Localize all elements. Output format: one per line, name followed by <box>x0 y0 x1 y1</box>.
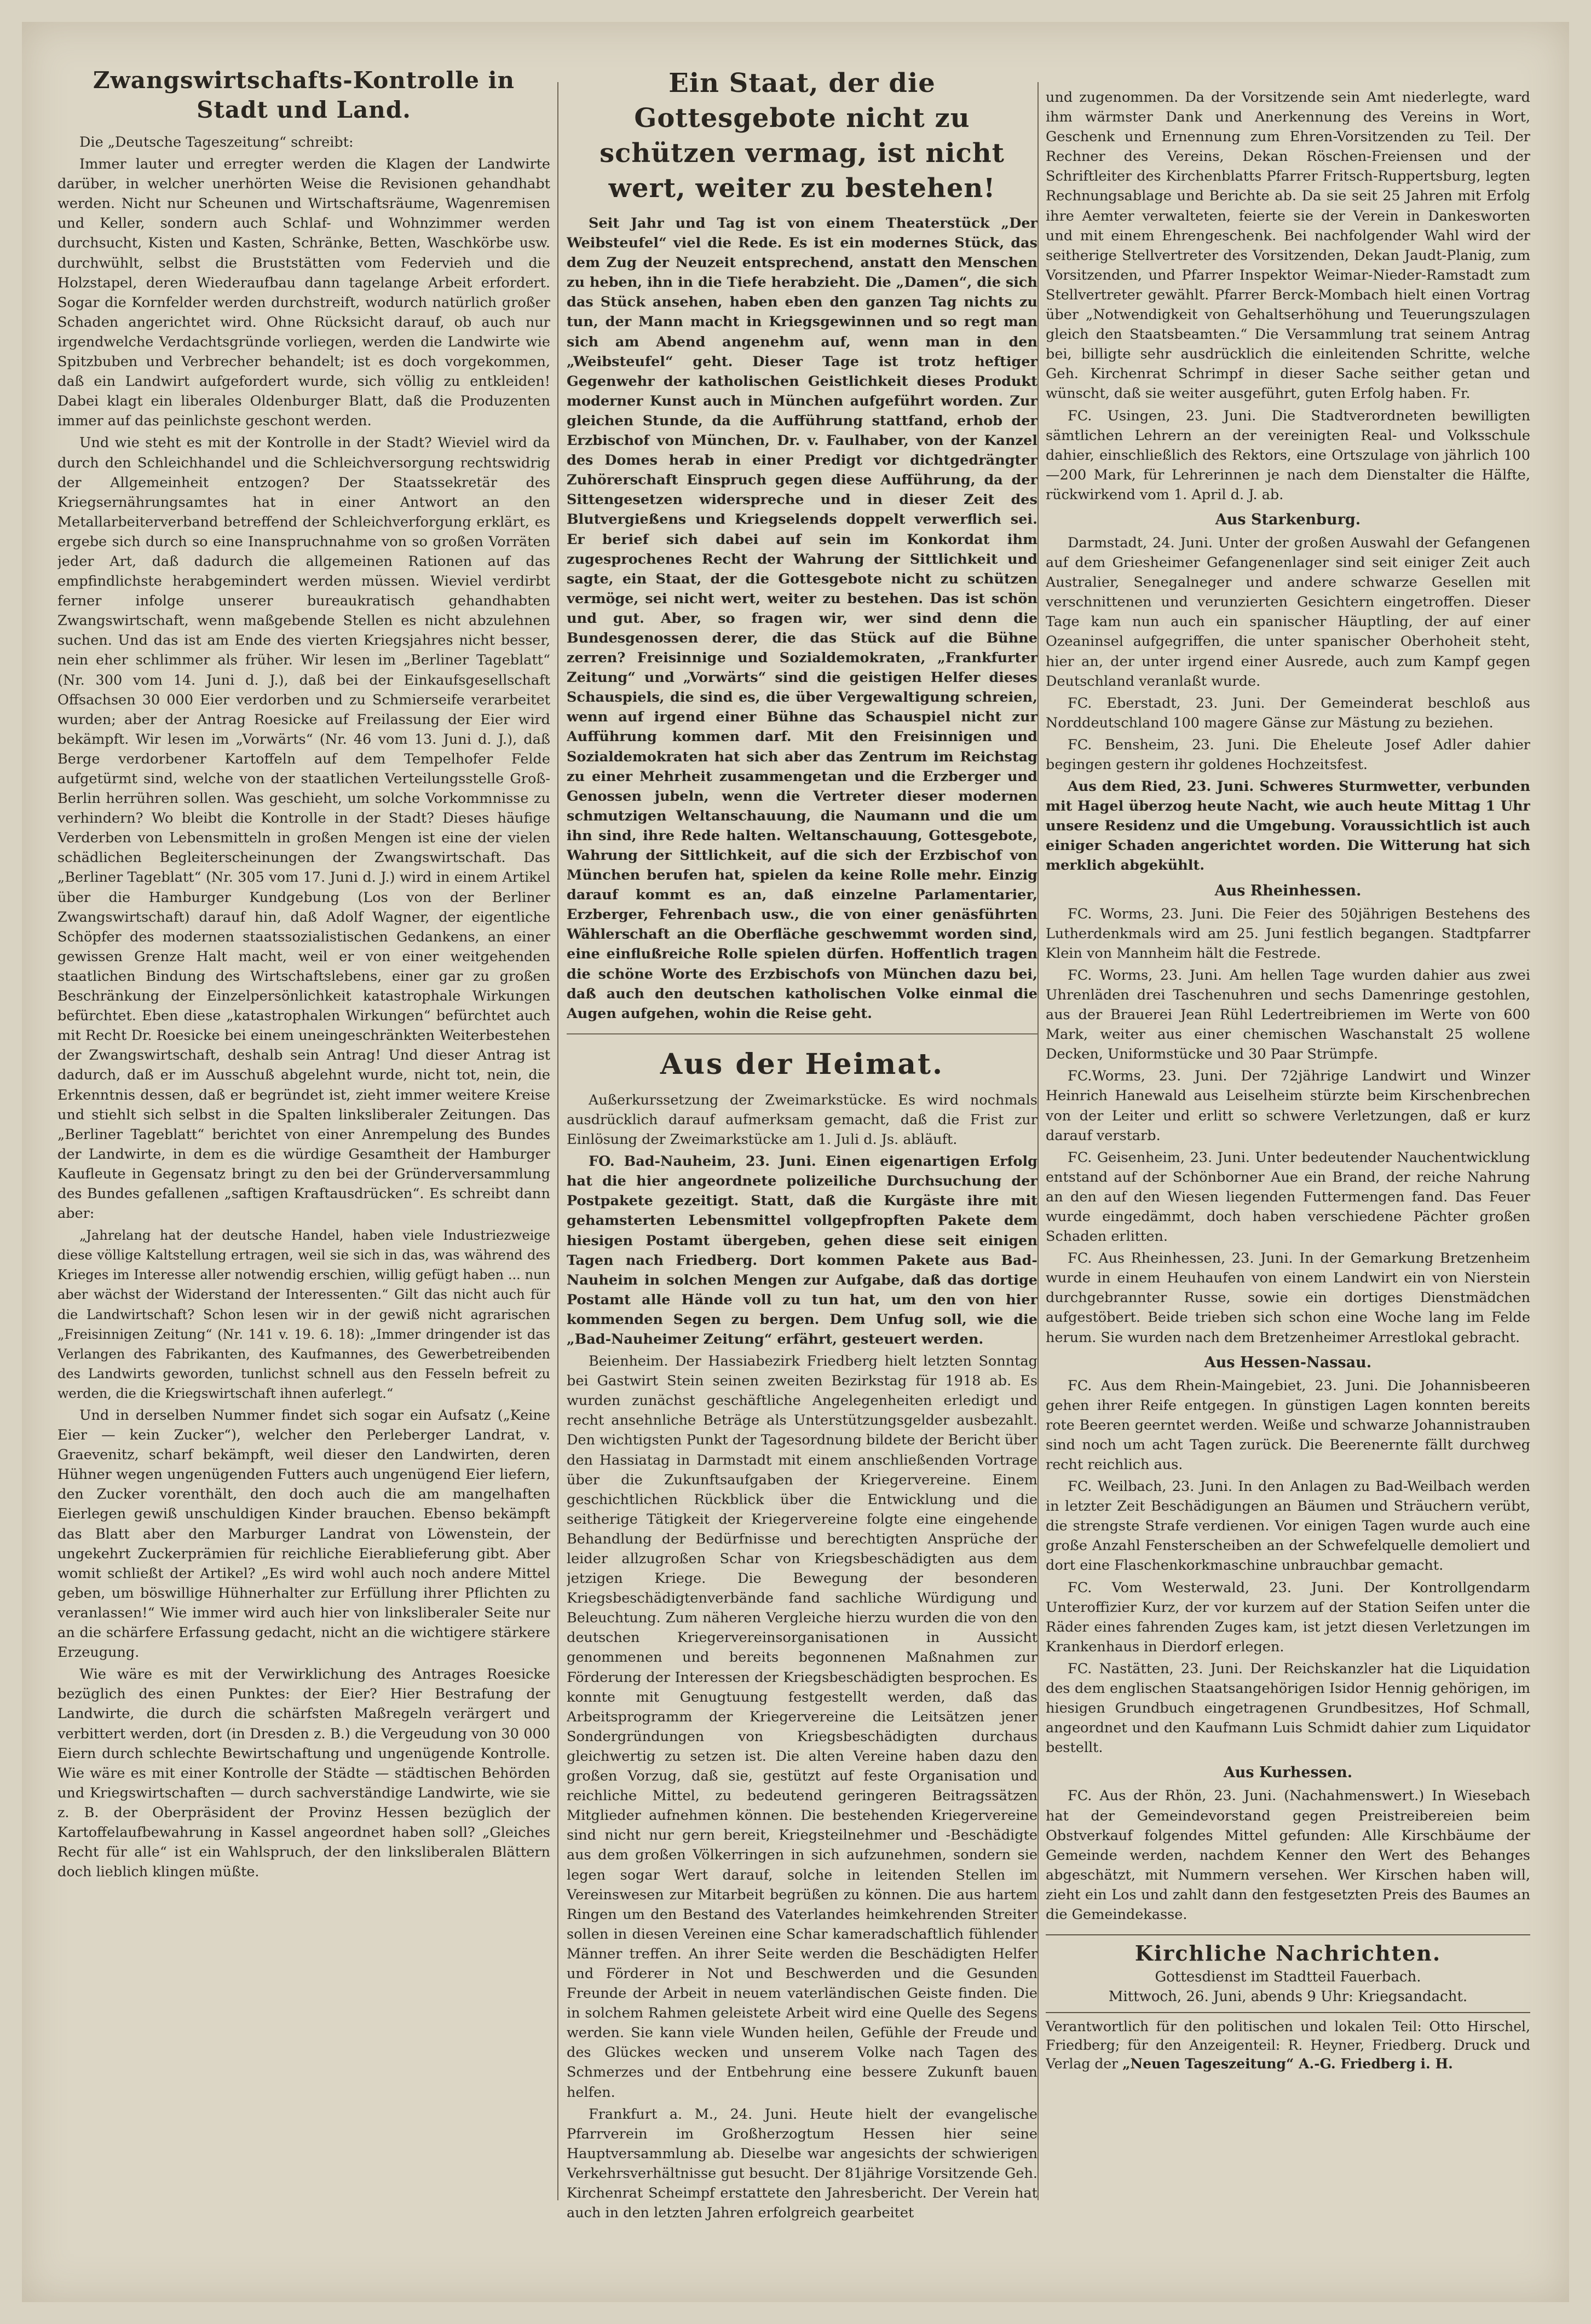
column-1 <box>57 66 550 2178</box>
news-item: FC. Usingen, 23. Juni. Die Stadtverordneten bewilligten sämtlichen Lehrern an der vereinigten Real- und Volksschule dahier, einschließlich des Rektors, eine Ortszulage von jährlich 100—200 Mark, für Lehrerinnen je nach dem Dienstalter die Hälfte, rückwirkend vom 1. April d. J. ab. <box>1046 407 1530 503</box>
imprint-text: Verantwortlich für den politischen und lokalen Teil: Otto Hirschel, Friedberg; für den Anzeigenteil: R. Heyner, Friedberg. Druck und Verlag der <box>1046 2019 1530 2072</box>
section-title-heimat: Aus der Heimat. <box>660 1047 944 1081</box>
column-2 <box>567 66 1037 2233</box>
church-notice <box>1046 1934 1530 2013</box>
news-item: Beienheim. Der Hassiabezirk Friedberg hielt letzten Sonntag bei Gastwirt Stein seinen zweiten Bezirkstag für 1918 ab. Es wurden zunächst geschäftliche Angelegenheiten erledigt und recht ansehnliche Beträge als Unterstützungsgelder ausbezahlt. Den wichtigsten Punkt der Tagesordnung bildete der Bericht über den Hassiatag in Darmstadt mit einem anschließenden Vortrage über die Zukunftsaufgaben der Kriegervereine. Einem geschichtlichen Rückblick über die Entwicklung und die seitherige Tätigkeit der Kriegervereine folgte eine eingehende Behandlung der Bedürfnisse und berechtigten Ansprüche der leider allzugroßen Schar von Kriegsbeschädigten aus dem jetzigen Kriege. Die Bewegung der besonderen Kriegsbeschädigtenverbände fand sachliche Würdigung und Beleuchtung. Zum näheren Vergleiche hierzu wurden die von den deutschen Kriegervereinsorganisationen in Aussicht genommenen und bereits begonnenen Maßnahmen zur Förderung der Interessen der Kriegsbeschädigten besprochen. Es konnte mit Genugtuung festgestellt werden, daß das Arbeitsprogramm der Kriegervereine die Leitsätzen jener Sondergründungen von Kriegsbeschädigten durchaus gleichwertig zu setzen ist. Die alten Vereine haben dazu den großen Vorzug, daß sie, gestützt auf feste Organisation und reichliche Mittel, zu bedeutend geringeren Beitragssätzen Mitglieder aufnehmen können. Die bestehenden Kriegervereine sind nicht nur gern bereit, Kriegsteilnehmer und -Beschädigte aus dem großen Völkerringen in sich aufzunehmen, sondern sie legen sogar Wert darauf, solche in leitenden Stellen im Vereinswesen zur Mitarbeit begrüßen zu können. Die aus hartem Ringen um den Bestand des Vaterlandes heimkehrenden Streiter sollen in diesen Vereinen eine Schar kameradschaftlich fühlender Männer treffen. An ihrer Seite werden die Beschädigten Helfer und Förderer in Not und Beschwerden und die Gesunden Freunde der Arbeit in neuem vaterländischen Geiste finden. Die in solchem Rahmen geleistete Arbeit wird eine Quelle des Segens werden. Sie kann viele Wunden heilen, Gefühle der Freude und des Glückes wecken und unserem Volke nach Tagen des Schmerzes und der Entbehrung eine bessere Zukunft bauen helfen. <box>567 1353 1037 2101</box>
church-notice-line: Gottesdienst im Stadtteil Fauerbach. <box>1155 1969 1421 1986</box>
article-headline-zwangswirtschaft: Zwangswirtschafts-Kontrolle in Stadt und Land. <box>93 67 515 123</box>
church-notice-title: Kirchliche Nachrichten. <box>1134 1941 1442 1966</box>
news-item: Frankfurt a. M., 24. Juni. Heute hielt der evangelische Pfarrverein im Großherzogtum Hessen hier seine Hauptversammlung ab. Dieselbe war angesichts der schwierigen Verkehrsverhältnisse gut besucht. Der 81jährige Vorsitzende Geh. Kirchenrat Scheimpf erstattete den Jahresbericht. Der Verein hat auch in den letzten Jahren erfolgreich gearbeitet <box>567 2106 1037 2222</box>
news-item: FC. Bensheim, 23. Juni. Die Eheleute Josef Adler dahier begingen gestern ihr goldenes Hochzeitsfest. <box>1046 736 1530 773</box>
paragraph: Immer lauter und erregter werden die Klagen der Landwirte darüber, in welcher unerhörten Weise die Revisionen gehandhabt werden. Nicht nur Scheunen und Wirtschaftsräume, Wagenremisen und Keller, sondern auch Schlaf- und Wohnzimmer werden durchsucht, Kisten und Kasten, Schränke, Betten, Waschkörbe usw. durchwühlt, selbst die Bruststätten vom Federvieh und die Holzstapel, deren Wiederaufbau dann tagelange Arbeit erfordert. Sogar die Kornfelder werden durchstreift, wodurch natürlich großer Schaden angerichtet wird. Ohne Rücksicht darauf, ob auch nur irgendwelche Verdachtsgründe vorliegen, werden die Landwirte wie Spitzbuben und Verbrecher behandelt; ist es doch vorgekommen, daß ein Landwirt aufgefordert wurde, sich völlig zu entkleiden! Dabei klagt ein liberales Oldenburger Blatt, daß die Produzenten immer auf das peinlichste geschont werden. <box>57 156 550 430</box>
article-intro: Die „Deutsche Tageszeitung“ schreibt: <box>79 134 354 151</box>
subhead-kurhessen: Aus Kurhessen. <box>1223 1764 1353 1782</box>
news-item: FC. Nastätten, 23. Juni. Der Reichskanzler hat die Liquidation des dem englischen Staatsangehörigen Isidor Hennig gehörigen, im hiesigen Grundbuch eingetragenen Grundbesitzes, Hof Schmall, angeordnet und den Kaufmann Luis Schmidt dahier zum Liquidator bestellt. <box>1046 1660 1530 1756</box>
news-item: Darmstadt, 24. Juni. Unter der großen Auswahl der Gefangenen auf dem Griesheimer Gefangenenlager sind seit einiger Zeit auch Australier, Senegalneger und andere schwarze Gesellen mit verschnittenen und verunzierten Gesichtern eingetroffen. Dieser Tage kam nun auch ein spanischer Häuptling, der auf einer Ozeaninsel aufgegriffen, die unter spanischer Oberhoheit steht, hier an, der unter irgend einer Ausrede, auch zum Kampf gegen Deutschland veranlaßt wurde. <box>1046 534 1530 690</box>
article-headline-staat: Ein Staat, der die Gottesgebote nicht zu schützen vermag, ist nicht wert, weiter zu bestehen! <box>599 68 1005 204</box>
imprint-publisher: „Neuen Tageszeitung“ A.-G. Friedberg i. H. <box>1122 2056 1453 2072</box>
news-item: FC. Weilbach, 23. Juni. In den Anlagen zu Bad-Weilbach werden in letzter Zeit Beschädigungen an Bäumen und Sträuchern verübt, die strengste Strafe verdienen. Vor einigen Tagen wurde auch eine große Anzahl Fensterscheiben an der Schwefelquelle demoliert und dort eine Flaschenkorkmaschine unbrauchbar gemacht. <box>1046 1478 1530 1574</box>
news-item: FC. Vom Westerwald, 23. Juni. Der Kontrollgendarm Unteroffizier Kurz, der vor kurzem auf der Station Seifen unter die Räder eines fahrenden Zuges kam, ist jetzt diesen Verletzungen im Krankenhaus in Dierdorf erlegen. <box>1046 1579 1530 1655</box>
news-item: FC. Worms, 23. Juni. Am hellen Tage wurden dahier aus zwei Uhrenläden drei Taschenuhren und sechs Damenringe gestohlen, aus der Brauerei Jean Rühl Ledertreibriemen im Werte von 600 Mark, weiter aus einer chemischen Waschanstalt 25 wollene Decken, Uniformstücke und 30 Paar Strümpfe. <box>1046 967 1530 1063</box>
news-item: FO. Bad-Nauheim, 23. Juni. Einen eigenartigen Erfolg hat die hier angeordnete polizeiliche Durchsuchung der Postpakete gezeitigt. Statt, daß die Kurgäste ihre mit gehamsterten Lebensmittel vollgepfropften Pakete dem hiesigen Postamt übergeben, gehen diese seit einigen Tagen nach Friedberg. Dort kommen Pakete aus Bad-Nauheim in solchen Mengen zur Aufgabe, daß das dortige Postamt alle Hände voll zu tun hat, um den von hier kommenden Segen zu bergen. Dem Unfug soll, wie die „Bad-Nauheimer Zeitung“ erfährt, gesteuert werden. <box>567 1153 1037 1348</box>
column-rule-left <box>557 82 558 2200</box>
paragraph-quote: „Jahrelang hat der deutsche Handel, haben viele Industriezweige diese völlige Kaltstellung ertragen, weil sie sich in das, was während des Krieges im Interesse aller notwendig erschien, willig gefügt haben ... nun aber wächst der Widerstand der Interessenten.“ Gilt das nicht auch für die Landwirtschaft? Schon lesen wir in der gewiß nicht agrarischen „Freisinnigen Zeitung“ (Nr. 141 v. 19. 6. 18): „Immer dringender ist das Verlangen des Fabrikanten, des Kaufmannes, des Gewerbetreibenden des Landwirts geworden, tunlichst schnell aus den Fesseln befreit zu werden, die die Kriegswirtschaft ihnen auferlegt.“ <box>57 1228 550 1401</box>
paragraph: Seit Jahr und Tag ist von einem Theaterstück „Der Weibsteufel“ viel die Rede. Es ist ein modernes Stück, das dem Zug der Neuzeit entsprechend, anstatt den Menschen zu heben, ihn in die Tiefe herabzieht. Die „Damen“, die sich das Stück ansehen, haben eben den ganzen Tag nichts zu tun, der Mann macht in Kriegsgewinnen und so regt man sich am Abend angenehm auf, wenn man in den „Weibsteufel“ geht. Dieser Tage ist trotz heftiger Gegenwehr der katholischen Geistlichkeit dieses Produkt moderner Kunst auch in München aufgeführt worden. Zur gleichen Stunde, da die Aufführung stattfand, erhob der Erzbischof von München, Dr. v. Faulhaber, von der Kanzel des Domes herab in einer Predigt vor dichtgedrängter Zuhörerschaft Einspruch gegen diese Aufführung, da der Sittengesetzen widerspreche und in dieser Zeit des Blutvergießens und Kriegselends doppelt verwerflich sei. Er berief sich dabei auf sein im Konkordat ihm zugesprochenes Recht der Wahrung der Sittlichkeit und sagte, ein Staat, der die Gottesgebote nicht zu schützen vermöge, sei nicht wert, weiter zu bestehen. Das ist schön und gut. Aber, so fragen wir, wer sind denn die Bundesgenossen derer, die das Stück auf die Bühne zerren? Freisinnige und Sozialdemokraten, „Frankfurter Zeitung“ und „Vorwärts“ sind die geistigen Helfer dieses Schauspiels, die sind es, die über Vergewaltigung schreien, wenn auf irgend einer Bühne das Schauspiel nicht zur Aufführung kommen darf. Mit den Freisinnigen und Sozialdemokraten hat sich aber das Zentrum im Reichstag zu einer Mehrheit zusammengetan und die Erzberger und Genossen jubeln, wenn die Vertreter dieser modernen schmutzigen Weltanschauung, die Naumann und die um ihn sind, ihre Rede halten. Weltanschauung, Gottesgebote, Wahrung der Sittlichkeit, auf die sich der Erzbischof von München berufen hat, spielen da keine Rolle mehr. Einzig darauf kommt es an, daß einzelne Parlamentarier, Erzberger, Fehrenbach usw., die von einer genäsführten Wählerschaft an die Oberfläche geschwemmt worden sind, eine einflußreiche Rolle spielen dürfen. Hoffentlich tragen die schöne Worte des Erzbischofs von München dazu bei, daß auch den deutschen katholischen Volke einmal die Augen aufgehen, wohin die Reise geht. <box>567 215 1037 1022</box>
news-item: und zugenommen. Da der Vorsitzende sein Amt niederlegte, ward ihm wärmster Dank und Anerkennung des Vereins in Wort, Geschenk und Ernennung zum Ehren-Vorsitzenden zu Teil. Der Rechner des Vereins, Dekan Röschen-Freiensen und der Schriftleiter des Kirchenblatts Pfarrer Fritsch-Ruppertsburg, legten Rechnungsablage und Berichte ab. Da sie seit 25 Jahren mit Erfolg ihre Aemter verwalteten, feierte sie der Verein in Dankesworten und mit einem Ehrengeschenk. Bei nachfolgender Wahl wird der seitherige Stellvertreter des Vorsitzenden, Dekan Jaudt-Planig, zum Vorsitzenden, und Pfarrer Inspektor Weimar-Nieder-Ramstadt zum Stellvertreter gewählt. Pfarrer Berck-Mombach hielt einen Vortrag über „Notwendigkeit von Gehaltserhöhung und Teuerungszulagen gleich den Staatsbeamten.“ Die Versammlung trat seinem Antrag bei, billigte sehr ausdrücklich die einleitenden Schritte, welche Geh. Kirchenrat Schrimpf in dieser Sache seither getan und wünscht, daß sie weiter ausgeführt, guten Erfolg haben. Fr. <box>1046 89 1530 402</box>
subhead-hessen-nassau: Aus Hessen-Nassau. <box>1204 1354 1372 1371</box>
news-item: FC. Geisenheim, 23. Juni. Unter bedeutender Nauchentwicklung entstand auf der Schönborner Aue ein Brand, der reiche Nahrung an den auf den Wiesen liegenden Futtermengen fand. Das Feuer wurde eingedämmt, doch haben verschiedene Pächter großen Schaden erlitten. <box>1046 1149 1530 1245</box>
news-item: FC. Worms, 23. Juni. Die Feier des 50jährigen Bestehens des Lutherdenkmals wird am 25. Juni festlich begangen. Stadtpfarrer Klein von Mannheim hält die Festrede. <box>1046 905 1530 962</box>
subhead-rheinhessen: Aus Rheinhessen. <box>1214 882 1362 899</box>
church-notice-line: Mittwoch, 26. Juni, abends 9 Uhr: Kriegsandacht. <box>1108 1988 1468 2005</box>
news-item: FC. Eberstadt, 23. Juni. Der Gemeinderat beschloß aus Norddeutschland 100 magere Gänse zur Mästung zu beziehen. <box>1046 695 1530 731</box>
paragraph: Wie wäre es mit der Verwirklichung des Antrages Roesicke bezüglich des einen Punktes: der Eier? Hier Bestrafung der Landwirte, die durch die schärfsten Maßregeln verärgert und verbittert werden, dort (in Dresden z. B.) die Vergeudung von 30 000 Eiern durch schlechte Bewirtschaftung und ungenügende Kontrolle. Wie wäre es mit einer Kontrolle der Städte — städtischen Behörden und Kriegswirtschaften — durch sachverständige Landwirte, wie sie z. B. der Oberpräsident der Provinz Hessen bezüglich der Kartoffelaufbewahrung in Kassel angeordnet haben soll? „Gleiches Recht für alle“ ist ein Wahlspruch, der den linksliberalen Blättern doch lieblich klingen müßte. <box>57 1666 550 1881</box>
section-divider <box>567 1033 1037 1034</box>
paragraph: Und in derselben Nummer findet sich sogar ein Aufsatz („Keine Eier — kein Zucker“), welcher den Perleberger Landrat, v. Graevenitz, scharf bekämpft, weil dieser den Landwirten, deren Hühner wegen ungenügenden Futters auch ungenügend Eier liefern, den Zucker vorenthält, den doch auch die am mangelhaften Eierlegen gewiß unschuldigen Kinder brauchen. Ebenso bekämpft das Blatt aber den Marburger Landrat von Löwenstein, der ungekehrt Zuckerprämien für reichliche Eierablieferung gibt. Aber womit schließt der Artikel? „Es wird wohl auch noch andere Mittel geben, um böswillige Hühnerhalter zur Erfüllung ihrer Pflichten zu veranlassen!“ Wie immer wird auch hier von linksliberaler Seite nur an die schärfere Erfassung gedacht, nicht an die wichtigere stärkere Erzeugung. <box>57 1407 550 1661</box>
column-3 <box>1046 88 1530 2113</box>
subhead-starkenburg: Aus Starkenburg. <box>1215 511 1361 528</box>
column-rule-right <box>1037 82 1039 2200</box>
paragraph: Und wie steht es mit der Kontrolle in der Stadt? Wieviel wird da durch den Schleichhandel und die Schleichversorgung rechtswidrig der Allgemeinheit entzogen? Der Staatssekretär des Kriegsernährungsamtes hat in einer Antwort an den Metallarbeiterverband betreffend der Schleichverforgung erklärt, es ergebe sich durch so eine Inanspruchnahme von so großen Vorräten jeder Art, daß dadurch die allgemeinen Rationen auf das empfindlichste herabgemindert werden müssen. Wieviel verdirbt ferner infolge unserer bureaukratisch gehandhabten Zwangswirtschaft, wenn maßgebende Stellen es nicht abzulehnen suchen. Und das ist am Ende des vierten Kriegsjahres nicht besser, nein eher schlimmer als früher. Wir lesen im „Berliner Tageblatt“ (Nr. 300 vom 14. Juni d. J.), daß bei der Einkaufsgesellschaft Offsachsen 30 000 Eier verdorben und zu Schmierseife verarbeitet wurden; aber der Antrag Roesicke auf Freilassung der Eier wird bekämpft. Wir lesen im „Vorwärts“ (Nr. 46 vom 13. Juni d. J.), daß Berge verdorbener Kartoffeln auf dem Tempelhofer Felde aufgetürmt sind, welche von der staatlichen Verteilungsstelle Groß-Berlin herrühren sollen. Was geschieht, um solche Vorkommnisse zu verhindern? Wo bleibt die Kontrolle in der Stadt? Dieses häufige Verderben von Lebensmitteln in großen Mengen ist eine der vielen schädlichen Begleiterscheinungen der Zwangswirtschaft. Das „Berliner Tageblatt“ (Nr. 305 vom 17. Juni d. J.) wird in einem Artikel über die Hamburger Kundgebung (Los von der Berliner Zwangswirtschaft) darauf hin, daß Adolf Wagner, der eigentliche Schöpfer des modernen staatssozialistischen Gedankens, an einer gewissen Grenze Halt macht, weil er von einer weitgehenden staatlichen Bindung des Wirtschaftslebens, einer gar zu großen Beschränkung der Einzelpersönlichkeit katastrophale Wirkungen befürchtet. Eben diese „katastrophalen Wirkungen“ befürchtet auch mit Recht Dr. Roesicke bei einem uneingeschränkten Weiterbestehen der Zwangswirtschaft, deshalb sein Antrag! Und dieser Antrag ist dadurch, daß er im Ausschuß abgelehnt wurde, nicht tot, nein, die Erkenntnis dessen, daß er begründet ist, zieht immer weitere Kreise und stiehlt sich selbst in die Spalten linksliberaler Zeitungen. Das „Berliner Tageblatt“ berichtet von einer Anrempelung des Bundes der Landwirte, in dem es die würdige Gesamtheit der Hamburger Kaufleute in Gegensatz bringt zu den bei der Gründerversammlung des Bundes gefallenen „saftigen Kraftausdrücken“. Es schreibt dann aber: <box>57 435 550 1222</box>
news-item: FC. Aus der Rhön, 23. Juni. (Nachahmenswert.) In Wiesebach hat der Gemeindevorstand gegen Preistreibereien beim Obstverkauf folgendes Mittel gefunden: Alle Kirschbäume der Gemeinde werden, nachdem Kenner den Wert des Behanges abgeschätzt, mit Nummern versehen. Wer Kirschen haben will, zieht ein Los und zahlt dann den festgesetzten Preis des Baumes an die Gemeindekasse. <box>1046 1788 1530 1923</box>
imprint <box>1046 2017 1530 2073</box>
news-item: FC.Worms, 23. Juni. Der 72jährige Landwirt und Winzer Heinrich Hanewald aus Leiselheim stürzte beim Kirschenbrechen von der Leiter und erlitt so schwere Verletzungen, daß er kurz darauf verstarb. <box>1046 1068 1530 1144</box>
news-item: Aus dem Ried, 23. Juni. Schweres Sturmwetter, verbunden mit Hagel überzog heute Nacht, wie auch heute Mittag 1 Uhr unsere Residenz und die Umgebung. Voraussichtlich ist auch einiger Schaden angerichtet worden. Die Witterung hat sich merklich abgekühlt. <box>1046 778 1530 874</box>
news-item: FC. Aus dem Rhein-Maingebiet, 23. Juni. Die Johannisbeeren gehen ihrer Reife entgegen. In günstigen Lagen konnten bereits rote Beeren geerntet werden. Weiße und schwarze Johannistrauben sind noch um acht Tagen zurück. Die Beerenernte fällt durchweg recht reichlich aus. <box>1046 1377 1530 1473</box>
news-item: Außerkurssetzung der Zweimarkstücke. Es wird nochmals ausdrücklich darauf aufmerksam gemacht, daß die Frist zur Einlösung der Zweimarkstücke am 1. Juli d. Js. abläuft. <box>567 1091 1037 1148</box>
news-item: FC. Aus Rheinhessen, 23. Juni. In der Gemarkung Bretzenheim wurde in einem Heuhaufen von einem Landwirt ein von Nierstein durchgebrannter Russe, sowie ein dortiges Dienstmädchen aufgestöbert. Beide trieben sich schon eine Woche lang im Felde herum. Sie wurden nach dem Bretzenheimer Arrestlokal gebracht. <box>1046 1250 1530 1346</box>
